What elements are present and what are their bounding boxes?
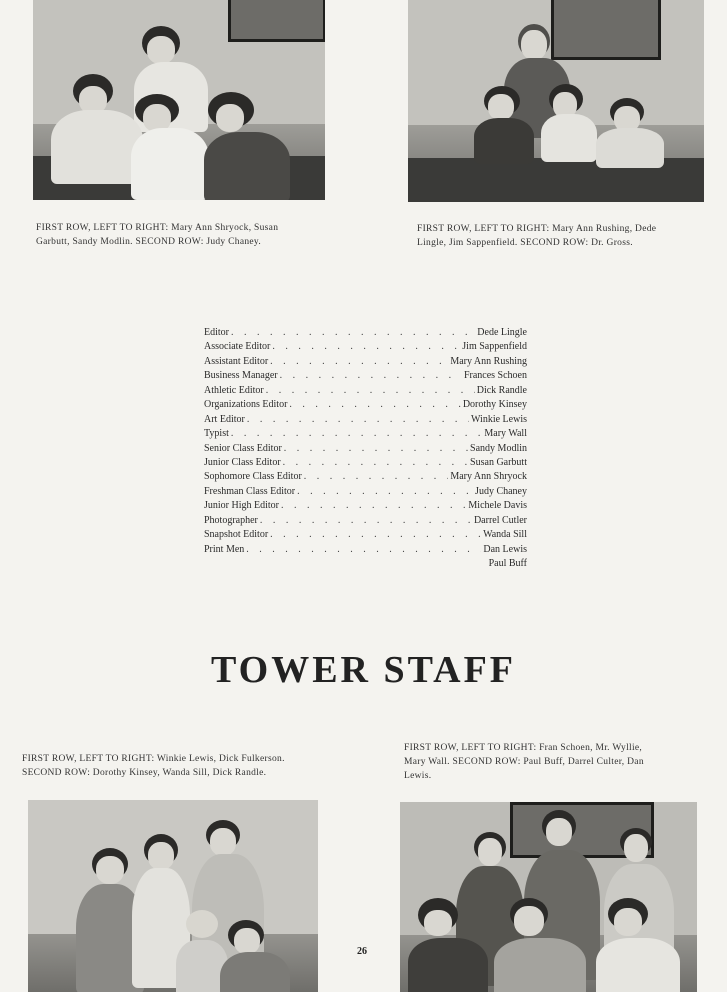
staff-name: Jim Sappenfield	[462, 341, 527, 353]
staff-row	[204, 355, 527, 369]
staff-name: Dede Lingle	[477, 327, 527, 338]
staff-row	[204, 485, 527, 499]
wall-painting	[228, 0, 325, 42]
staff-name: Wanda Sill	[483, 529, 527, 541]
staff-role: Junior Class Editor	[204, 456, 281, 468]
staff-role: Snapshot Editor	[204, 529, 269, 541]
dot-leader	[281, 499, 466, 513]
staff-role: Art Editor	[204, 413, 245, 425]
dot-leader	[231, 326, 475, 340]
staff-name: Michele Davis	[468, 500, 527, 512]
caption-bottom-left: FIRST ROW, LEFT TO RIGHT: Winkie Lewis, Dick Fulkerson. SECOND ROW: Dorothy Kinsey, Wanda Sill, Dick Randle.	[22, 754, 285, 778]
dot-leader	[231, 427, 483, 441]
staff-name: Judy Chaney	[475, 485, 527, 497]
staff-name: Frances Schoen	[463, 370, 527, 382]
staff-row	[204, 340, 527, 354]
staff-name: Dorothy Kinsey	[462, 399, 527, 411]
dot-leader	[283, 456, 468, 470]
staff-name: Mary Ann Shryock	[450, 471, 527, 483]
staff-row	[204, 442, 527, 456]
dot-leader	[272, 340, 460, 354]
dot-leader	[246, 543, 481, 557]
staff-name: Darrel Cutler	[473, 514, 527, 526]
staff-row	[204, 398, 527, 412]
dot-leader	[266, 384, 475, 398]
dot-leader	[270, 355, 448, 369]
photo-bottom-left	[28, 800, 318, 992]
caption-top-right: FIRST ROW, LEFT TO RIGHT: Mary Ann Rushing, Dede Lingle, Jim Sappenfield. SECOND ROW: Dr. Gross.	[417, 224, 657, 248]
staff-row	[204, 413, 527, 427]
staff-role: Freshman Class Editor	[204, 485, 296, 497]
dot-leader	[247, 413, 469, 427]
staff-role: Editor	[204, 327, 229, 338]
photo-bottom-right	[400, 802, 697, 992]
staff-role: Organizations Editor	[204, 399, 288, 411]
staff-role: Junior High Editor	[204, 500, 279, 512]
staff-name: Winkie Lewis	[471, 413, 527, 425]
staff-role: Business Manager	[204, 370, 278, 382]
photo-top-left	[33, 0, 325, 200]
staff-role: Associate Editor	[204, 341, 271, 353]
staff-role: Typist	[204, 428, 229, 440]
staff-row	[204, 326, 527, 340]
staff-row	[204, 528, 527, 542]
dot-leader	[304, 470, 449, 484]
staff-role: Senior Class Editor	[204, 442, 282, 454]
staff-row	[204, 499, 527, 513]
staff-role: Sophomore Class Editor	[204, 471, 302, 483]
dot-leader	[280, 369, 462, 383]
staff-name: Sandy Modlin	[470, 442, 527, 454]
staff-role: Print Men	[204, 543, 245, 555]
dot-leader	[284, 442, 468, 456]
staff-list	[204, 326, 527, 571]
page-number: 26	[357, 946, 367, 957]
staff-row	[204, 384, 527, 398]
dot-leader	[289, 398, 460, 412]
dot-leader	[270, 528, 481, 542]
caption-bottom-right: FIRST ROW, LEFT TO RIGHT: Fran Schoen, Mr. Wyllie, Mary Wall. SECOND ROW: Paul Buff, Darrel Culter, Dan Lewis.	[404, 743, 644, 781]
photo-top-right	[408, 0, 704, 202]
caption-top-left: FIRST ROW, LEFT TO RIGHT: Mary Ann Shryock, Susan Garbutt, Sandy Modlin. SECOND ROW: Judy Chaney.	[36, 223, 279, 247]
page-title: TOWER STAFF	[210, 649, 517, 691]
staff-row	[204, 369, 527, 383]
staff-row	[204, 514, 527, 528]
staff-name: Susan Garbutt	[470, 456, 527, 468]
staff-row	[204, 456, 527, 470]
staff-row	[204, 427, 527, 441]
staff-name: Mary Ann Rushing	[450, 355, 527, 367]
staff-name: Mary Wall	[484, 428, 527, 440]
staff-role: Athletic Editor	[204, 384, 264, 396]
staff-row	[204, 543, 527, 557]
staff-role: Assistant Editor	[204, 355, 269, 367]
staff-role: Photographer	[204, 514, 258, 526]
dot-leader	[260, 514, 472, 528]
staff-name: Dick Randle	[476, 384, 527, 396]
staff-row	[204, 470, 527, 484]
staff-name: Dan Lewis	[483, 543, 527, 555]
dot-leader	[297, 485, 473, 499]
staff-name-continued: Paul Buff	[488, 558, 527, 569]
wall-painting	[551, 0, 661, 60]
